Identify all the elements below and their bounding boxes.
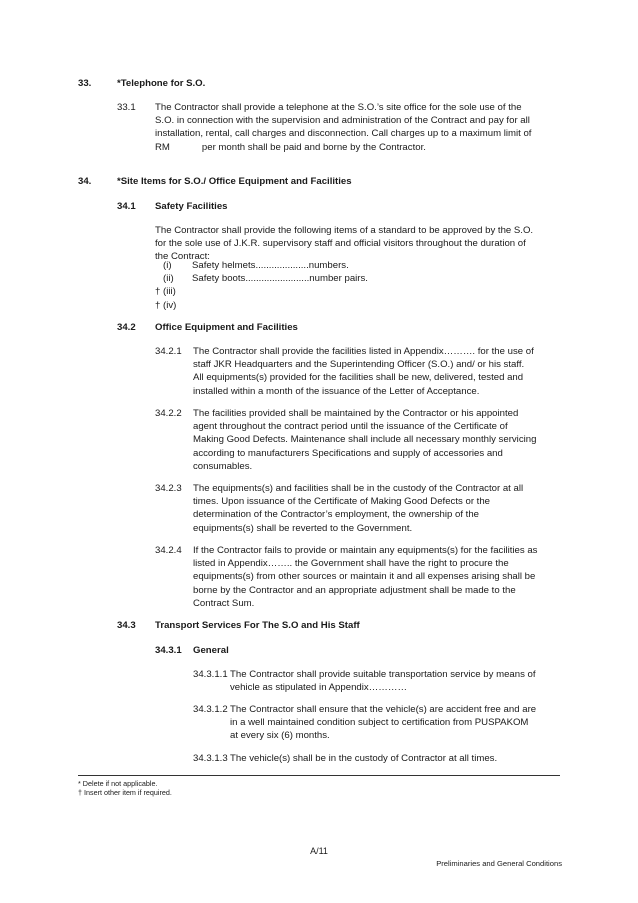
section-33-title: *Telephone for S.O. bbox=[117, 78, 206, 89]
clause-34-2-3-number: 34.2.3 bbox=[155, 483, 182, 494]
text-line: All equipments(s) provided for the facilities shall be new, delivered, tested and bbox=[193, 372, 524, 384]
text-line: The Contractor shall ensure that the vehicle(s) are accident free and are bbox=[230, 704, 537, 715]
section-34-number: 34. bbox=[78, 176, 92, 187]
text-line: the Contract: bbox=[155, 251, 210, 263]
text-line: Making Good Defects. Maintenance shall include all necessary monthly servicing bbox=[193, 434, 537, 446]
text-line: The Contractor shall provide the following items of a standard to be approved by the S.O. bbox=[155, 225, 534, 236]
subsection-34-2-number: 34.2 bbox=[117, 322, 136, 333]
text-line: equipments(s) from other sources or maintain it and all expenses arising shall be bbox=[193, 571, 536, 583]
clause-34-2-1-text bbox=[193, 345, 560, 398]
text-line: S.O. in connection with the supervision and administration of the Contract and pay for all bbox=[155, 115, 530, 127]
text-line: determination of the Contractor’s employment, the ownership of the bbox=[193, 509, 480, 521]
text-line: staff JKR Headquarters and the Superintending Officer (S.O.) and/ or his staff. bbox=[193, 359, 525, 371]
text-line: The Contractor shall provide a telephone at the S.O.’s site office for the sole use of the bbox=[155, 102, 522, 113]
item-text: Safety boots........................number pairs. bbox=[192, 273, 368, 285]
text-line: listed in Appendix…….. the Government shall have the right to procure the bbox=[193, 558, 509, 570]
clause-34-3-1-1-number: 34.3.1.1 bbox=[193, 669, 228, 680]
clause-34-2-3-text bbox=[193, 482, 560, 535]
dagger-mark: † bbox=[155, 299, 161, 311]
text-line: The equipments(s) and facilities shall be in the custody of the Contractor at all bbox=[193, 483, 524, 494]
text-line: for the sole use of J.K.R. supervisory staff and official visitors throughout the duration of bbox=[155, 238, 526, 250]
text-line: The vehicle(s) shall be in the custody of Contractor at all times. bbox=[230, 753, 498, 764]
clause-34-3-1-3-text bbox=[193, 752, 560, 765]
text-line: consumables. bbox=[193, 460, 253, 472]
text-line: equipments(s) shall be reverted to the Government. bbox=[193, 522, 413, 534]
text-line: vehicle as stipulated in Appendix………… bbox=[230, 682, 408, 694]
clause-34-2-1-number: 34.2.1 bbox=[155, 346, 182, 357]
text-line: installation, rental, call charges and disconnection. Call charges up to a maximum limit of bbox=[155, 128, 532, 140]
safety-facilities-intro bbox=[155, 224, 560, 264]
subsection-34-3-number: 34.3 bbox=[117, 620, 136, 631]
list-item bbox=[155, 285, 560, 298]
text-line: agent throughout the contract period until the issuance of the Certificate of bbox=[193, 421, 508, 433]
item-label: (ii) bbox=[163, 273, 174, 285]
page-number: A/11 bbox=[310, 846, 328, 856]
text-line: according to manufacturers Specifications and supply of accessories and bbox=[193, 447, 503, 459]
clause-34-2-2-text bbox=[193, 407, 560, 473]
list-item bbox=[155, 299, 560, 312]
footnote-divider bbox=[78, 775, 560, 776]
list-item bbox=[155, 272, 560, 285]
clause-34-2-4-text bbox=[193, 544, 560, 610]
page-footer: Preliminaries and General Conditions bbox=[436, 859, 562, 868]
clause-33-1-number: 33.1 bbox=[117, 102, 136, 113]
list-item bbox=[155, 259, 560, 272]
footnote-insert: † Insert other item if required. bbox=[78, 788, 172, 797]
text-line: times. Upon issuance of the Certificate of Making Good Defects or the bbox=[193, 496, 491, 508]
subsection-34-3-1-title: General bbox=[193, 645, 229, 656]
clause-34-3-1-3-number: 34.3.1.3 bbox=[193, 753, 228, 764]
text-line: If the Contractor fails to provide or maintain any equipments(s) for the facilities as bbox=[193, 545, 538, 556]
text-line: at every six (6) months. bbox=[230, 730, 330, 742]
section-33-number: 33. bbox=[78, 78, 92, 89]
footnote-delete: * Delete if not applicable. bbox=[78, 779, 158, 788]
clause-34-2-4-number: 34.2.4 bbox=[155, 545, 182, 556]
dagger-mark: † bbox=[155, 286, 161, 298]
text-line: Contract Sum. bbox=[193, 597, 255, 609]
clause-34-3-1-1-text bbox=[193, 668, 560, 694]
subsection-34-2-title: Office Equipment and Facilities bbox=[155, 322, 298, 333]
subsection-34-1-number: 34.1 bbox=[117, 201, 136, 212]
item-text: Safety helmets....................numbers. bbox=[192, 260, 349, 271]
text-line: RM per month shall be paid and borne by the Contractor. bbox=[155, 141, 426, 153]
text-line: The Contractor shall provide the facilities listed in Appendix………. for the use of bbox=[193, 346, 534, 357]
subsection-34-1-title: Safety Facilities bbox=[155, 201, 228, 212]
item-label: (i) bbox=[163, 260, 172, 271]
text-line: The Contractor shall provide suitable transportation service by means of bbox=[230, 669, 536, 680]
clause-33-1-text bbox=[155, 101, 560, 154]
safety-items-list bbox=[155, 259, 560, 312]
text-line: in a well maintained condition subject to certification from PUSPAKOM bbox=[230, 717, 529, 729]
item-label: (iii) bbox=[163, 286, 176, 298]
subsection-34-3-title: Transport Services For The S.O and His Staff bbox=[155, 620, 360, 631]
text-line: borne by the Contractor and an appropriate adjustment shall be made to the bbox=[193, 584, 516, 596]
item-label: (iv) bbox=[163, 299, 177, 311]
text-line: installed within a month of the issuance of the Letter of Acceptance. bbox=[193, 385, 480, 397]
text-line: The facilities provided shall be maintained by the Contractor or his appointed bbox=[193, 408, 519, 419]
subsection-34-3-1-number: 34.3.1 bbox=[155, 645, 182, 656]
section-34-title: *Site Items for S.O./ Office Equipment and Facilities bbox=[117, 176, 352, 187]
clause-34-3-1-2-text bbox=[193, 703, 560, 743]
clause-34-2-2-number: 34.2.2 bbox=[155, 408, 182, 419]
clause-34-3-1-2-number: 34.3.1.2 bbox=[193, 704, 228, 715]
